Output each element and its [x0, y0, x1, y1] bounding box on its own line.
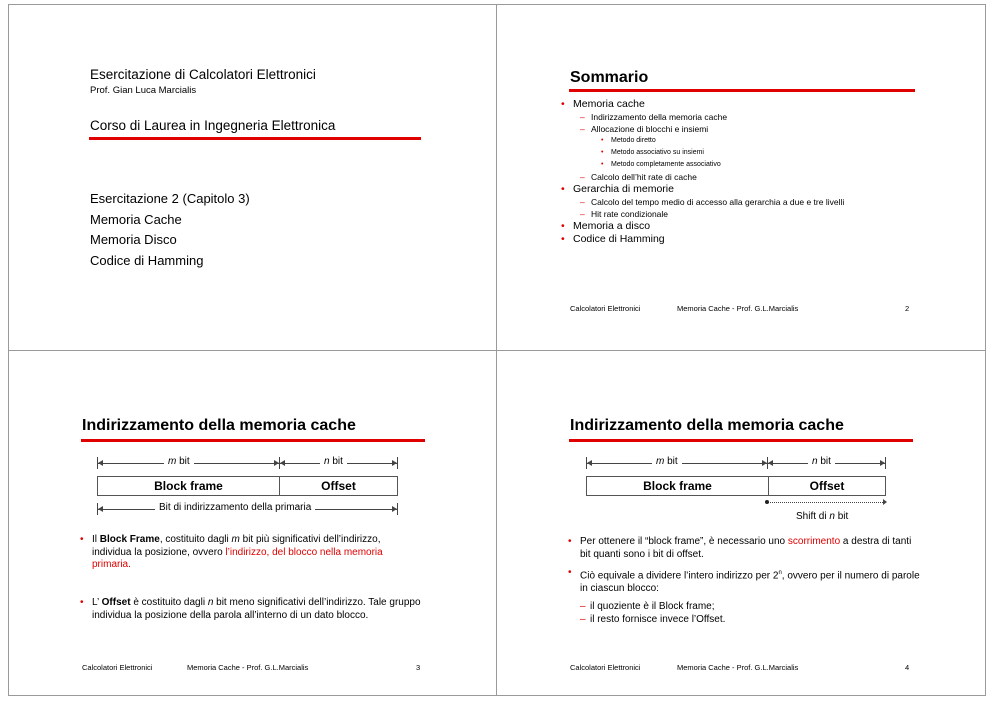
sub-item: – il quoziente è il Block frame;	[568, 600, 725, 613]
course-title: Esercitazione di Calcolatori Elettronici	[90, 67, 316, 82]
degree-name: Corso di Laurea in Ingegneria Elettronica	[90, 118, 336, 133]
summary-item-level-1: – Calcolo del tempo medio di accesso alla gerarchia a due e tre livelli	[559, 196, 844, 208]
slide-title: Indirizzamento della memoria cache	[82, 417, 356, 434]
block-frame-field: Block frame	[154, 479, 223, 493]
footer-course: Calcolatori Elettronici	[570, 663, 641, 672]
summary-item-level-0: • Gerarchia di memorie	[559, 183, 844, 196]
title-underline	[89, 137, 421, 140]
summary-item-level-2: • Metodo associativo su insiemi	[559, 147, 844, 159]
title-underline	[81, 439, 425, 442]
summary-item-level-1: – Allocazione di blocchi e insiemi	[559, 123, 844, 135]
address-fields-box	[97, 476, 398, 496]
division-sublist	[568, 600, 725, 626]
slide-3	[9, 351, 496, 696]
offset-field: Offset	[279, 477, 397, 495]
summary-item-level-0: • Memoria cache	[559, 98, 844, 111]
slide-1	[9, 5, 496, 350]
summary-item-level-2: • Metodo completamente associativo	[559, 159, 844, 171]
slide-4	[497, 351, 984, 696]
slide-2	[497, 5, 984, 350]
slide-title: Indirizzamento della memoria cache	[570, 417, 844, 434]
footer-course: Calcolatori Elettronici	[82, 663, 153, 672]
summary-item-level-1: – Calcolo dell’hit rate di cache	[559, 171, 844, 183]
m-bit-label: m bit	[164, 456, 194, 467]
summary-item-level-1: – Hit rate condizionale	[559, 208, 844, 220]
n-bit-label: n bit	[320, 456, 347, 467]
topic-item: Memoria Disco	[90, 232, 177, 247]
summary-item-level-2: • Metodo diretto	[559, 135, 844, 147]
page-number: 2	[905, 304, 910, 313]
summary-item-level-0: • Codice di Hamming	[559, 233, 844, 246]
topics-list	[90, 189, 250, 271]
professor-name: Prof. Gian Luca Marcialis	[90, 85, 197, 96]
n-bit-label: n bit	[808, 456, 835, 467]
address-fields-box	[586, 476, 886, 496]
page-number: 3	[416, 663, 421, 672]
page-number: 4	[905, 663, 910, 672]
summary-item-level-0: • Memoria a disco	[559, 220, 844, 233]
title-underline	[569, 439, 913, 442]
division-paragraph: • Ciò equivale a dividere l’intero indirizzo per 2$^n$, ovvero per il numero di parole in ciascun blocco:	[568, 567, 920, 594]
block-frame-field: Block frame	[643, 479, 712, 493]
topic-item: Memoria Cache	[90, 211, 182, 227]
topic-item: Esercitazione 2 (Capitolo 3)	[90, 191, 250, 206]
summary-list	[559, 98, 844, 246]
footer-topic: Memoria Cache - Prof. G.L.Marcialis	[677, 304, 799, 313]
offset-field: Offset	[768, 477, 885, 495]
title-underline	[569, 89, 915, 92]
footer-course: Calcolatori Elettronici	[570, 304, 641, 313]
block-frame-paragraph: • Il Block Frame, costituito dagli m bit più significativi dell’indirizzo, individua la posizione, ovvero l’indirizzo, del blocco nella memoria primaria.	[80, 534, 383, 570]
sub-item: – il resto fornisce invece l’Offset.	[568, 613, 725, 626]
offset-paragraph: • L’ Offset è costituito dagli n bit meno significativi dell’indirizzo. Tale gruppo individua la posizione della parola all’interno di un dato blocco.	[80, 597, 421, 621]
shift-paragraph: • Per ottenere il “block frame”, è necessario uno scorrimento a destra di tanti bit quanti sono i bit di offset.	[568, 536, 912, 560]
summary-item-level-1: – Indirizzamento della memoria cache	[559, 111, 844, 123]
m-bit-label: m bit	[652, 456, 682, 467]
footer-topic: Memoria Cache - Prof. G.L.Marcialis	[677, 663, 799, 672]
primary-address-label: Bit di indirizzamento della primaria	[155, 502, 315, 513]
footer-topic: Memoria Cache - Prof. G.L.Marcialis	[187, 663, 309, 672]
shift-label: Shift di n bit	[796, 511, 849, 522]
slide-title: Sommario	[570, 69, 649, 86]
topic-item: Codice di Hamming	[90, 252, 204, 268]
